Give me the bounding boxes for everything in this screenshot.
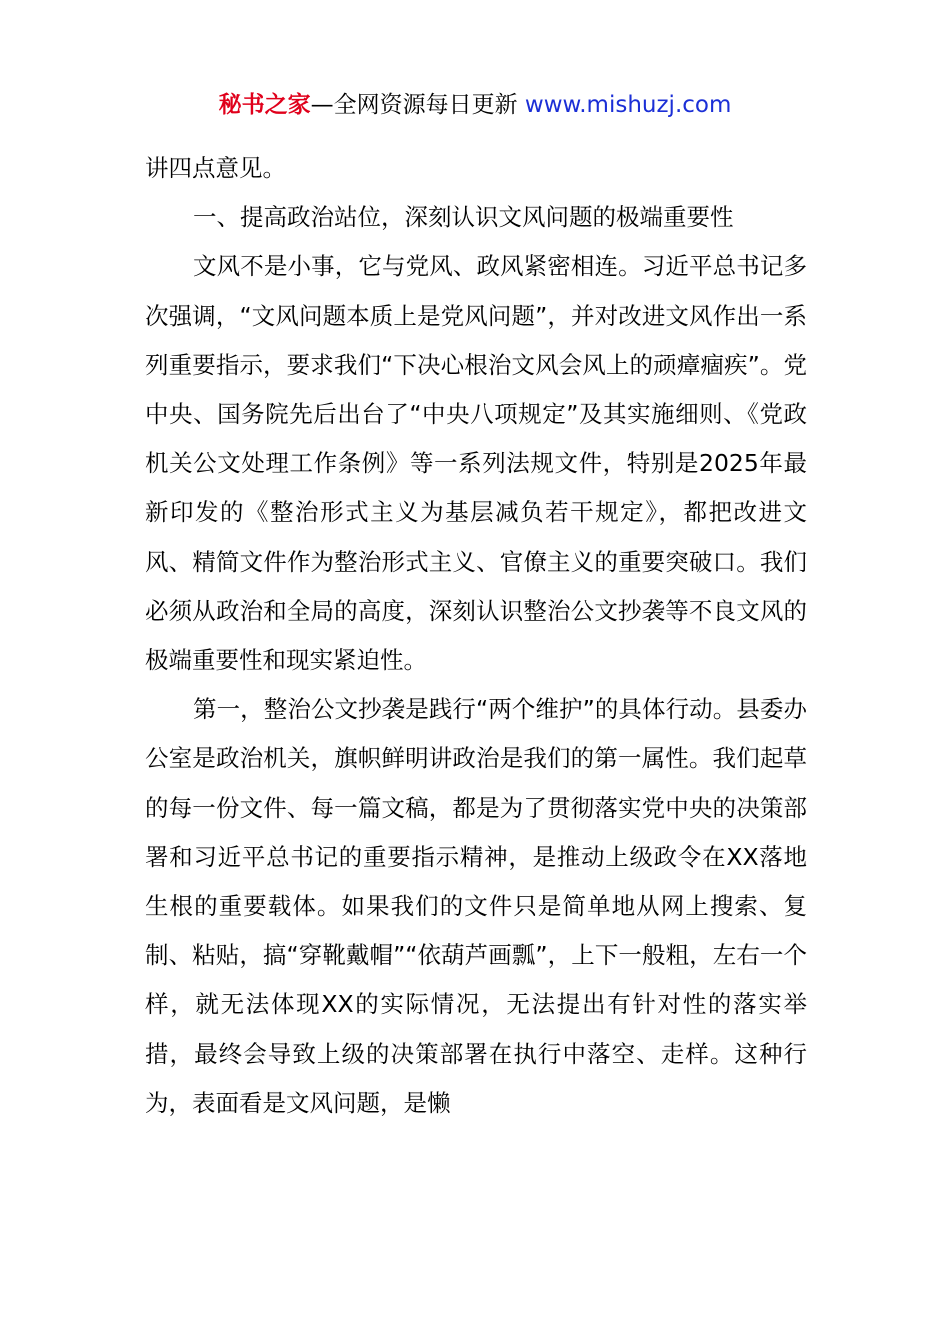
site-brand: 秘书之家 — [218, 92, 311, 118]
paragraph: 第一，整治公文抄袭是践行“两个维护”的具体行动。县委办公室是政治机关，旗帜鲜明讲政治是我们的第一属性。我们起草的每一份文件、每一篇文稿，都是为了贯彻落实党中央的决策部署和习近平总书记的重要指示精神，是推动上级政令在XX落地生根的重要载体。如果我们的文件只是简单地从网上搜索、复制、粘贴，搞“穿靴戴帽”“依葫芦画瓢”，上下一般粗，左右一个样，就无法体现XX的实际情况，无法提出有针对性的落实举措，最终会导致上级的决策部署在执行中落空、走样。这种行为，表面看是文风问题，是懒 — [145, 695, 807, 1117]
site-header — [0, 88, 950, 122]
section-heading: 一、提高政治站位，深刻认识文风问题的极端重要性 — [193, 203, 734, 232]
paragraph: 文风不是小事，它与党风、政风紧密相连。习近平总书记多次强调，“文风问题本质上是党风问题”，并对改进文风作出一系列重要指示，要求我们“下决心根治文风会风上的顽瘴痼疾”。党中央、国务院先后出台了“中央八项规定”及其实施细则、《党政机关公文处理工作条例》等一系列法规文件，特别是2025年最新印发的《整治形式主义为基层减负若干规定》，都把改进文风、精简文件作为整治形式主义、官僚主义的重要突破口。我们必须从政治和全局的高度，深刻认识整治公文抄袭等不良文风的极端重要性和现实紧迫性。 — [145, 252, 807, 675]
site-tagline: —全网资源每日更新 — [310, 92, 525, 118]
paragraph-opening-continuation: 讲四点意见。 — [145, 154, 286, 182]
site-url-link[interactable]: www.mishuzj.com — [524, 92, 732, 118]
document-body — [145, 144, 807, 1128]
